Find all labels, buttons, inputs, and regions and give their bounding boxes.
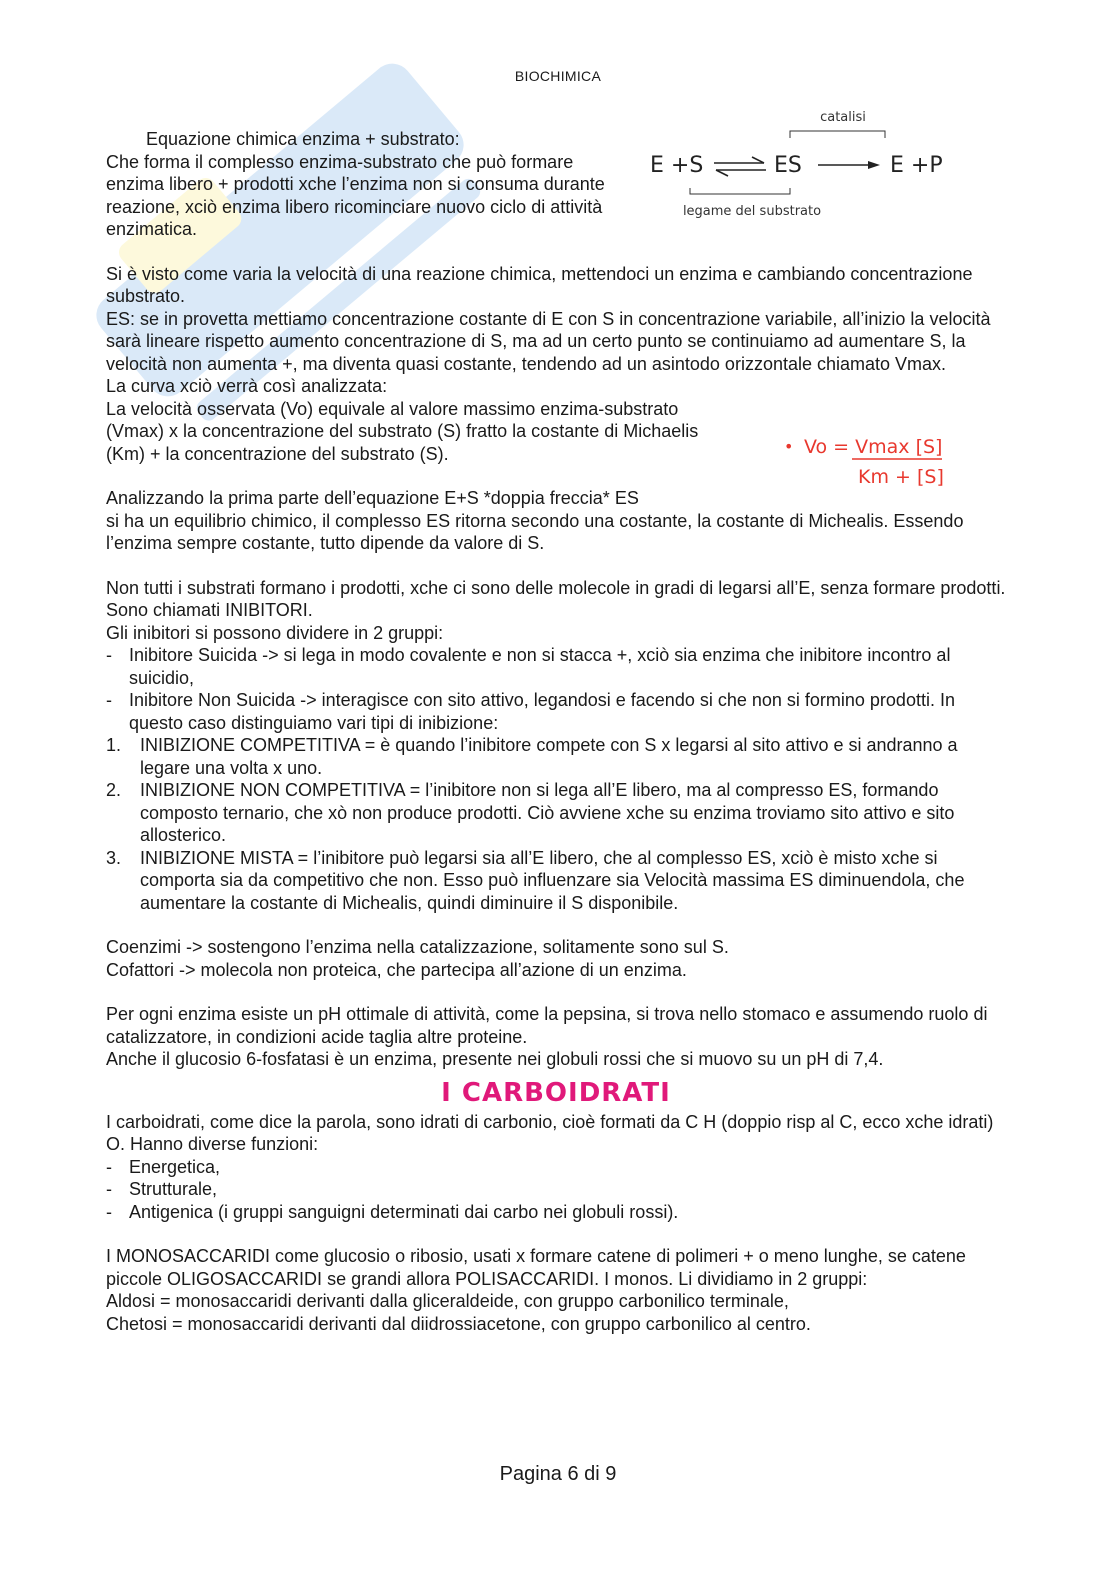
ph-paragraph: Per ogni enzima esiste un pH ottimale di attività, come la pepsina, si trova nello stomaco e assumendo ruolo di catalizzatore, in condizioni acide taglia altre proteine.	[106, 1004, 988, 1047]
list-item-text: Inibitore Non Suicida -> interagisce con sito attivo, legandosi e facendo si che non si formino prodotti. In questo caso distinguiamo vari tipi di inibizione:	[129, 690, 955, 733]
inhibitor-groups-list	[106, 644, 1006, 734]
formula-numerator: Vo = Vmax [S]	[804, 436, 943, 458]
functions-list	[106, 1156, 1006, 1224]
page-number: Pagina 6 di 9	[499, 1463, 617, 1485]
carbohydrates-paragraph: I carboidrati, come dice la parola, sono idrati di carbonio, cioè formati da C H (doppio risp al C, ecco xche idrati) O. Hanno diverse funzioni:	[106, 1111, 994, 1154]
list-item-text: Antigenica (i gruppi sanguigni determinati dai carbo nei globuli rossi).	[129, 1201, 679, 1222]
glucose-paragraph: Anche il glucosio 6-fosfatasi è un enzima, presente nei globuli rossi che si muovo su un pH di 7,4.	[106, 1049, 884, 1069]
example-paragraph: ES: se in provetta mettiamo concentrazione costante di E con S in concentrazione variabile, all’inizio la velocità sarà lineare rispetto aumento concentrazione di S, ma ad un certo punto se continuiamo ad aumentare S, la velocità non aumenta +, ma diventa quasi costante, tendendo ad un asintodo orizzontale chiamato Vmax.	[106, 308, 991, 374]
ketoses-line: Chetosi = monosaccaridi derivanti dal diidrossiacetone, con gruppo carbonilico al centro.	[106, 1313, 811, 1334]
intro-line: Equazione chimica enzima + substrato:	[146, 129, 460, 149]
list-item	[106, 689, 1006, 734]
list-number: 2.	[106, 780, 122, 800]
diagram-substrates: E +S	[650, 153, 704, 178]
list-item-text: INIBIZIONE COMPETITIVA = è quando l’inibitore compete con S x legarsi al sito attivo e si andranno a legare una volta x uno.	[140, 735, 958, 778]
list-dash: -	[106, 690, 112, 710]
list-item	[106, 734, 1006, 779]
inhibition-types-list	[106, 734, 1006, 914]
diagram-products: E +P	[890, 153, 943, 178]
intro-paragraph	[106, 128, 636, 241]
list-dash: -	[106, 645, 112, 665]
list-item	[106, 1201, 1006, 1224]
list-item	[106, 1156, 1006, 1179]
equation-analysis-line: Analizzando la prima parte dell’equazione E+S *doppia freccia* ES	[106, 488, 639, 508]
list-item	[106, 779, 1006, 847]
inhibitor-groups-intro: Gli inibitori si possono dividere in 2 gruppi:	[106, 622, 444, 643]
list-item	[106, 644, 1006, 689]
section-title: I CARBOIDRATI	[441, 1077, 671, 1108]
list-dash: -	[106, 1156, 112, 1177]
formula-denominator: Km + [S]	[858, 466, 944, 488]
document-body	[106, 128, 1006, 1335]
list-number: 1.	[106, 735, 122, 755]
list-dash: -	[106, 1201, 112, 1222]
list-dash: -	[106, 1179, 112, 1199]
diagram-label-binding: legame del substrato	[682, 204, 822, 219]
diagram-label-catalisi: catalisi	[820, 110, 866, 125]
inhibitors-paragraph: Non tutti i substrati formano i prodotti, xche ci sono delle molecole in gradi di legarsi all’E, senza formare prodotti. Sono chiamati INIBITORI.	[106, 577, 1006, 620]
aldoses-line: Aldosi = monosaccaridi derivanti dalla gliceraldeide, con gruppo carbonilico terminale,	[106, 1291, 789, 1311]
coenzymes-line: Coenzimi -> sostengono l’enzima nella catalizzazione, solitamente sono sul S.	[106, 937, 729, 957]
diagram-complex: ES	[774, 153, 802, 178]
list-item-text: Strutturale,	[129, 1179, 218, 1199]
velocity-paragraph: Si è visto come varia la velocità di una reazione chimica, mettendoci un enzima e cambiando concentrazione substrato.	[106, 263, 973, 306]
list-item-text: INIBIZIONE MISTA = l’inibitore può legarsi sia all’E libero, che al complesso ES, xciò è misto xche si comporta sia da competitivo che non. Esso può influenzare sia Velocità massima ES diminuendola, che aumentare la costante di Michealis, quindi diminuire il S disponibile.	[140, 847, 965, 913]
list-number: 3.	[106, 847, 122, 868]
equilibrium-paragraph: si ha un equilibrio chimico, il complesso ES ritorna secondo una costante, la costante di Michealis. Essendo l’enzima sempre costante, tutto dipende da valore di S.	[106, 510, 964, 553]
page-header: BIOCHIMICA	[514, 68, 602, 84]
list-item-text: Energetica,	[129, 1156, 221, 1177]
list-item	[106, 1178, 1006, 1201]
list-item-text: INIBIZIONE NON COMPETITIVA = l’inibitore non si lega all’E libero, ma al compresso ES, formando composto ternario, che xò non produce prodotti. Ciò avviene xche su enzima troviamo sito attivo e sito allosterico.	[140, 780, 955, 845]
intro-text: Che forma il complesso enzima-substrato che può formare enzima libero + prodotti xche l’enzima non si consuma durante reazione, xciò enzima libero ricominciare nuovo ciclo di attività enzimatica.	[106, 151, 605, 239]
formula-bullet: •	[784, 437, 794, 456]
cofactors-line: Cofattori -> molecola non proteica, che partecipa all’azione di un enzima.	[106, 959, 687, 980]
list-item-text: Inibitore Suicida -> si lega in modo covalente e non si stacca +, xciò sia enzima che inibitore incontro al suicidio,	[129, 645, 951, 688]
monosaccharides-paragraph: I MONOSACCARIDI come glucosio o ribosio, usati x formare catene di polimeri + o meno lunghe, se catene piccole OLIGOSACCARIDI se grandi allora POLISACCARIDI. I monos. Li dividiamo in 2 gruppi:	[106, 1246, 966, 1289]
curve-paragraph: La curva xciò verrà così analizzata:	[106, 376, 388, 396]
list-item	[106, 847, 1006, 915]
vo-definition-paragraph: La velocità osservata (Vo) equivale al valore massimo enzima-substrato (Vmax) x la concentrazione del substrato (S) fratto la costante di Michaelis (Km) + la concentrazione del substrato (S).	[106, 398, 699, 464]
